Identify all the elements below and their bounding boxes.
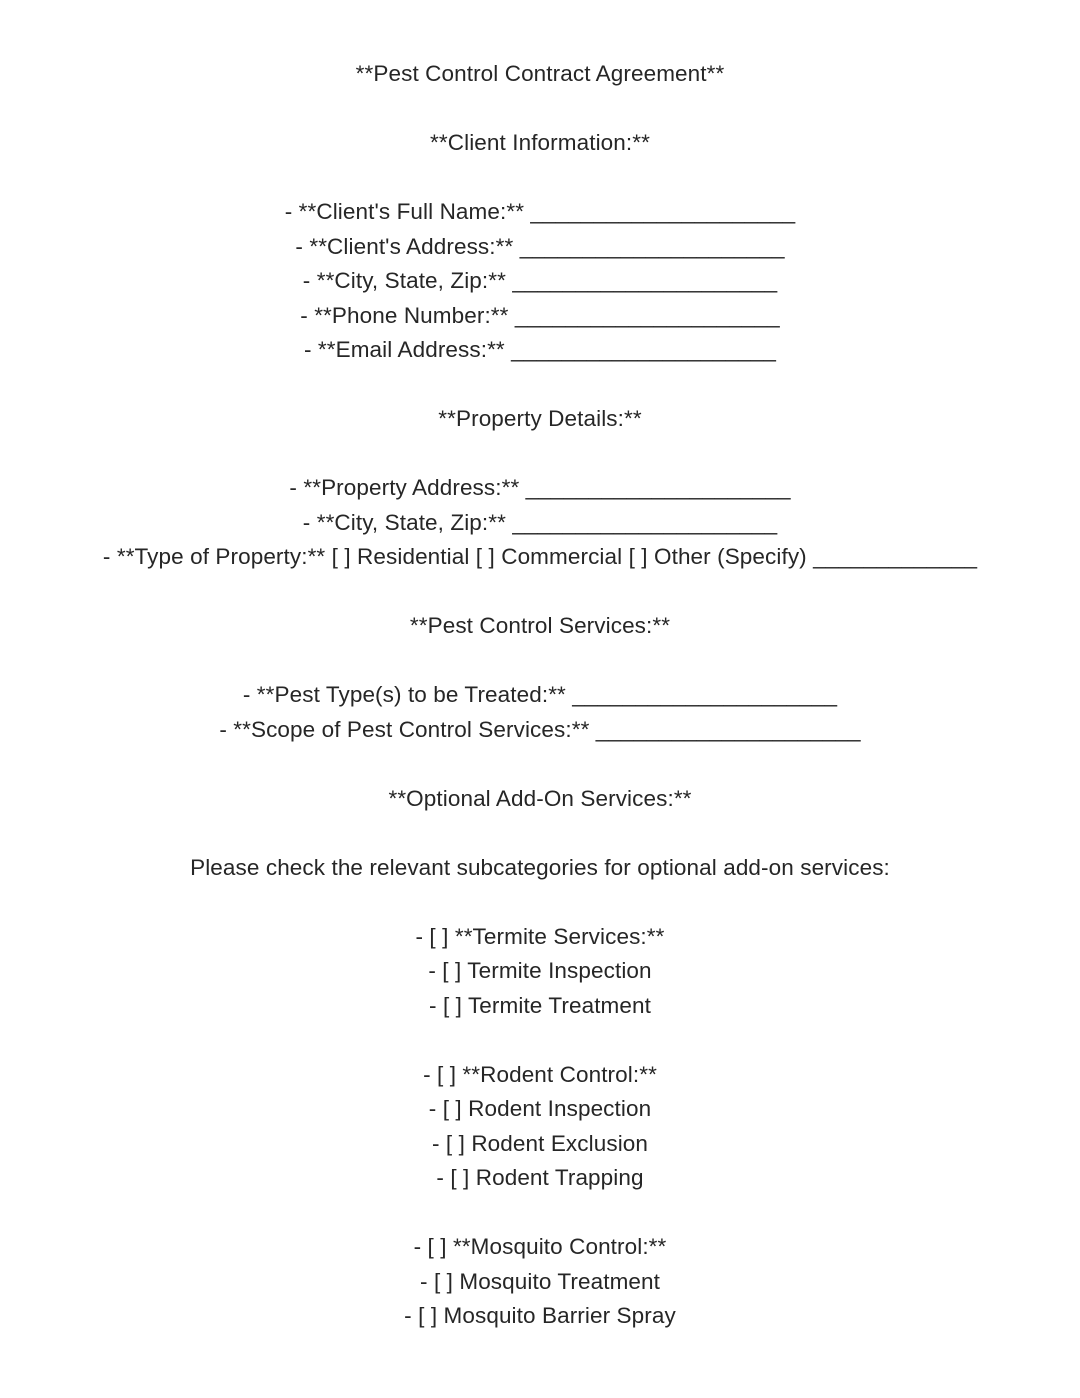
blank-line [0, 575, 1080, 610]
blank-line [0, 437, 1080, 472]
checkbox-category-line: - [ ] **Mosquito Control:** [413, 1234, 667, 1259]
section-heading: **Pest Control Services:** [409, 613, 671, 638]
blank-line [0, 92, 1080, 127]
section-heading: **Optional Add-On Services:** [388, 785, 692, 811]
blank-line [0, 1023, 1080, 1058]
fill-in-field-line: - **Client's Address:** _____________________ [295, 233, 785, 259]
checkbox-category-line: - [ ] **Termite Services:** [415, 923, 665, 949]
blank-line [0, 747, 1080, 782]
fill-in-field-line: - **City, State, Zip:** _____________________ [302, 268, 778, 293]
fill-in-field-line: - **Client's Full Name:** _____________________ [284, 199, 796, 224]
document-title: **Pest Control Contract Agreement** [355, 61, 725, 86]
checkbox-option-line: - [ ] Mosquito Barrier Spray [404, 1303, 676, 1328]
checkbox-option-line: - [ ] Termite Inspection [428, 958, 652, 983]
blank-line [0, 161, 1080, 196]
fill-in-field-line: - **City, State, Zip:** _____________________ [302, 509, 778, 535]
checkbox-option-line: - [ ] Rodent Inspection [428, 1096, 652, 1121]
checkbox-option-line: - [ ] Mosquito Treatment [420, 1268, 660, 1294]
checkbox-option-line: - [ ] Termite Treatment [429, 992, 651, 1018]
fill-in-field-line: - **Email Address:** _____________________ [303, 337, 777, 362]
fill-in-field-line: - **Property Address:** _____________________ [289, 475, 791, 500]
fill-in-field-line: - **Scope of Pest Control Services:** _____________________ [219, 716, 861, 742]
section-heading: **Property Details:** [438, 406, 642, 431]
blank-line [0, 1196, 1080, 1231]
instructions-line: Please check the relevant subcategories for optional add-on services: [190, 854, 890, 880]
blank-line [0, 368, 1080, 403]
checkbox-option-line: - [ ] Rodent Exclusion [431, 1130, 649, 1156]
blank-line [0, 816, 1080, 851]
blank-line [0, 885, 1080, 920]
checkbox-category-line: - [ ] **Rodent Control:** [423, 1061, 657, 1087]
fill-in-field-line: - **Type of Property:** [ ] Residential [ ] Commercial [ ] Other (Specify) _____________ [102, 544, 978, 569]
fill-in-field-line: - **Phone Number:** _____________________ [300, 302, 780, 328]
blank-line [0, 644, 1080, 679]
section-heading: **Client Information:** [430, 130, 650, 155]
document-body [0, 57, 1080, 1334]
fill-in-field-line: - **Pest Type(s) to be Treated:** _____________________ [242, 682, 838, 707]
checkbox-option-line: - [ ] Rodent Trapping [436, 1165, 644, 1190]
